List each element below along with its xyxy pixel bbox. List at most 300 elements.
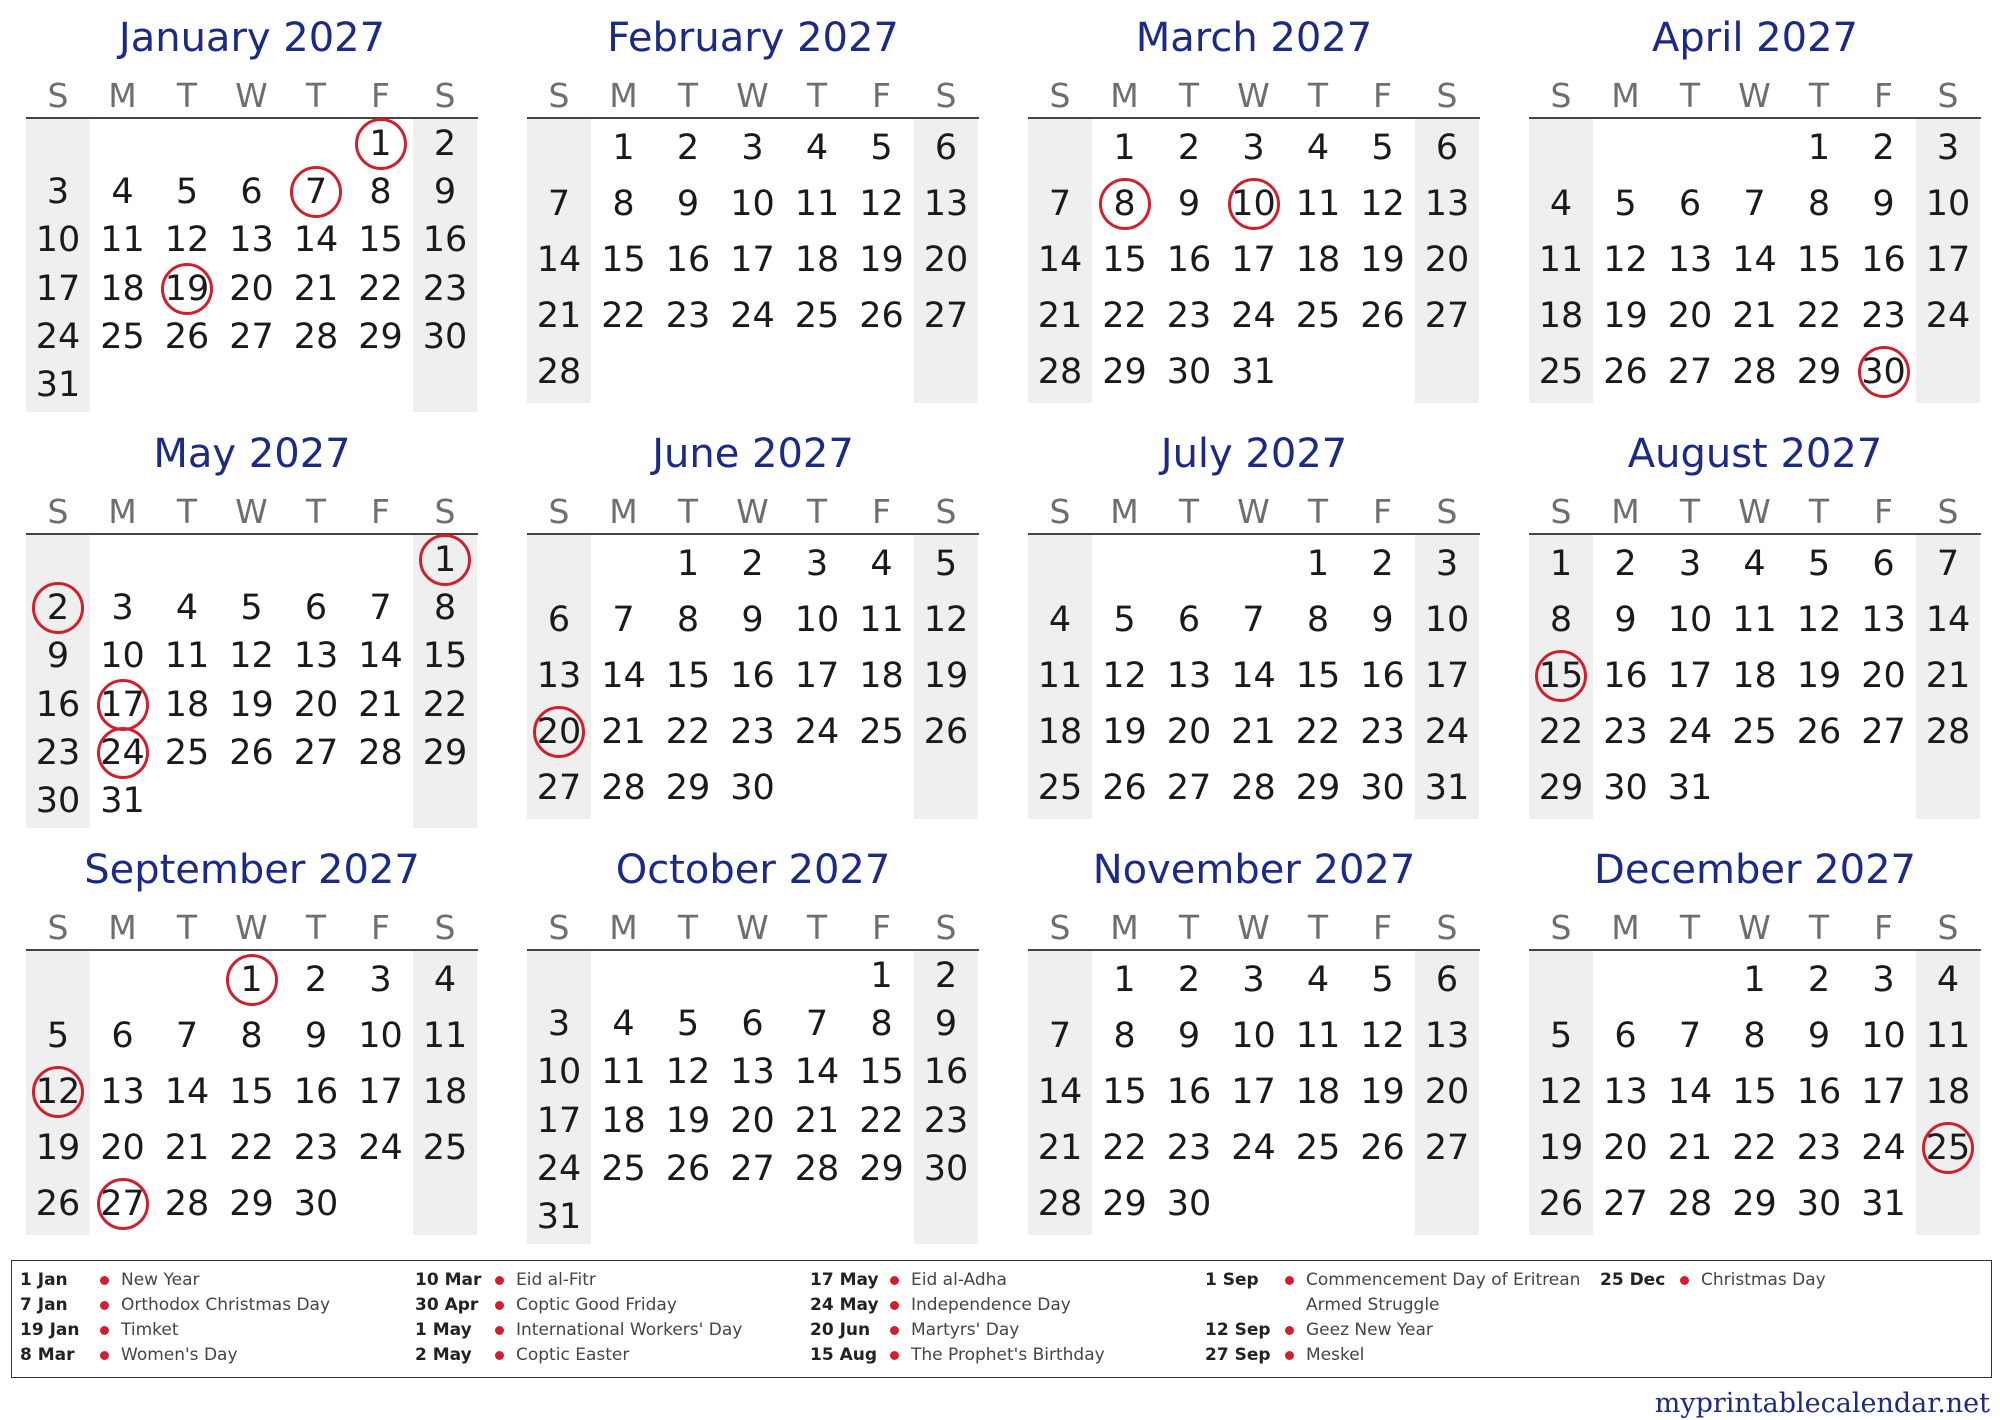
day-cell[interactable]: 19 [923,656,969,696]
day-cell[interactable]: 19 [1603,296,1648,336]
day-cell[interactable]: 15 [601,240,646,280]
day-cell[interactable]: 3 [741,128,764,168]
day-cell[interactable]: 14 [536,240,582,280]
day-cell[interactable]: 18 [422,1072,468,1112]
day-cell[interactable]: 28 [1037,352,1083,392]
day-cell[interactable]: 3 [805,544,829,584]
day-cell[interactable]: 5 [1807,544,1831,584]
day-cell[interactable]: 17 [1231,240,1276,280]
day-cell[interactable]: 25 [100,316,145,357]
day-cell[interactable]: 16 [1360,656,1405,696]
day-cell[interactable]: 24 [794,712,840,752]
day-cell[interactable]: 23 [293,1128,339,1168]
day-cell[interactable]: 31 [1667,768,1713,808]
day-cell[interactable]: 3 [1435,544,1459,584]
day-cell[interactable]: 22 [1732,1128,1777,1168]
day-cell[interactable]: 8 [1807,184,1831,224]
day-cell[interactable]: 23 [1166,296,1212,336]
day-cell[interactable]: 13 [1424,1016,1470,1056]
day-cell[interactable]: 8 [433,588,457,629]
day-cell[interactable]: 29 [665,768,711,808]
day-cell[interactable]: 1 [433,540,457,580]
day-cell[interactable]: 30 [35,780,81,821]
day-cell[interactable]: 21 [1732,296,1777,336]
day-cell[interactable]: 13 [1424,184,1470,224]
day-cell[interactable]: 9 [676,184,700,224]
day-cell[interactable]: 5 [46,1016,70,1056]
day-cell[interactable]: 25 [164,732,210,773]
day-cell[interactable]: 21 [164,1128,210,1168]
day-cell[interactable]: 15 [665,656,711,696]
day-cell[interactable]: 9 [1614,600,1637,640]
day-cell[interactable]: 1 [612,128,635,168]
day-cell[interactable]: 10 [794,600,840,640]
day-cell[interactable]: 14 [358,636,403,677]
day-cell[interactable]: 17 [1667,656,1713,696]
day-cell[interactable]: 24 [1667,712,1713,752]
day-cell[interactable]: 6 [304,588,328,629]
day-cell[interactable]: 11 [422,1016,468,1056]
day-cell[interactable]: 5 [870,128,893,168]
day-cell[interactable]: 13 [100,1072,145,1112]
day-cell[interactable]: 1 [1113,128,1136,168]
day-cell[interactable]: 14 [164,1072,210,1112]
day-cell[interactable]: 9 [934,1004,958,1045]
day-cell[interactable]: 13 [229,220,274,261]
day-cell[interactable]: 23 [35,732,81,773]
day-cell[interactable]: 4 [1936,960,1960,1000]
day-cell[interactable]: 30 [923,1148,969,1189]
day-cell[interactable]: 21 [601,712,646,752]
day-cell[interactable]: 10 [1667,600,1713,640]
day-cell[interactable]: 28 [1925,712,1971,752]
day-cell[interactable]: 16 [730,656,775,696]
day-cell[interactable]: 16 [422,220,468,261]
day-cell[interactable]: 20 [293,684,339,725]
day-cell[interactable]: 28 [1037,1184,1083,1224]
day-cell[interactable]: 17 [536,1100,582,1141]
day-cell[interactable]: 27 [1424,1128,1470,1168]
day-cell[interactable]: 7 [805,1004,829,1045]
day-cell[interactable]: 6 [934,128,958,168]
day-cell[interactable]: 24 [1231,296,1276,336]
day-cell[interactable]: 19 [1538,1128,1584,1168]
day-cell[interactable]: 12 [1538,1072,1584,1112]
day-cell[interactable]: 3 [46,172,70,213]
day-cell[interactable]: 8 [369,172,392,213]
day-cell[interactable]: 19 [229,684,274,725]
day-cell[interactable]: 3 [111,588,134,629]
day-cell[interactable]: 7 [612,600,635,640]
day-cell[interactable]: 7 [175,1016,199,1056]
day-cell[interactable]: 17 [730,240,775,280]
day-cell[interactable]: 28 [794,1148,840,1189]
day-cell[interactable]: 6 [1177,600,1201,640]
day-cell[interactable]: 14 [601,656,646,696]
day-cell[interactable]: 26 [1360,1128,1405,1168]
day-cell[interactable]: 26 [1538,1184,1584,1224]
day-cell[interactable]: 22 [1538,712,1584,752]
day-cell[interactable]: 6 [547,600,571,640]
day-cell[interactable]: 4 [1743,544,1766,584]
day-cell[interactable]: 18 [1732,656,1777,696]
day-cell[interactable]: 30 [730,768,775,808]
day-cell[interactable]: 22 [1102,296,1147,336]
day-cell[interactable]: 7 [1048,1016,1072,1056]
day-cell[interactable]: 5 [1113,600,1136,640]
day-cell[interactable]: 18 [1037,712,1083,752]
day-cell[interactable]: 12 [923,600,969,640]
day-cell[interactable]: 17 [1861,1072,1906,1112]
day-cell[interactable]: 18 [164,684,210,725]
day-cell[interactable]: 19 [1102,712,1147,752]
day-cell[interactable]: 27 [1861,712,1906,752]
day-cell[interactable]: 6 [240,172,263,213]
day-cell[interactable]: 5 [676,1004,700,1045]
day-cell[interactable]: 18 [100,268,145,309]
day-cell[interactable]: 17 [1925,240,1971,280]
day-cell[interactable]: 9 [1872,184,1895,224]
day-cell[interactable]: 16 [1166,1072,1212,1112]
day-cell[interactable]: 20 [730,1100,775,1141]
day-cell[interactable]: 30 [1861,352,1906,392]
day-cell[interactable]: 17 [1424,656,1470,696]
day-cell[interactable]: 28 [358,732,403,773]
day-cell[interactable]: 20 [100,1128,145,1168]
day-cell[interactable]: 9 [433,172,457,213]
day-cell[interactable]: 7 [1743,184,1766,224]
day-cell[interactable]: 12 [1360,184,1405,224]
day-cell[interactable]: 5 [1371,960,1394,1000]
day-cell[interactable]: 3 [369,960,392,1000]
day-cell[interactable]: 20 [1667,296,1713,336]
day-cell[interactable]: 18 [1925,1072,1971,1112]
day-cell[interactable]: 6 [1435,128,1459,168]
day-cell[interactable]: 26 [859,296,904,336]
day-cell[interactable]: 8 [676,600,700,640]
day-cell[interactable]: 20 [1424,1072,1470,1112]
day-cell[interactable]: 25 [1925,1128,1971,1168]
day-cell[interactable]: 9 [741,600,764,640]
day-cell[interactable]: 2 [1872,128,1895,168]
day-cell[interactable]: 2 [1177,960,1201,1000]
day-cell[interactable]: 27 [229,316,274,357]
day-cell[interactable]: 10 [35,220,81,261]
day-cell[interactable]: 2 [676,128,700,168]
day-cell[interactable]: 15 [1102,240,1147,280]
day-cell[interactable]: 12 [1796,600,1842,640]
day-cell[interactable]: 24 [100,732,145,773]
day-cell[interactable]: 15 [859,1052,904,1093]
day-cell[interactable]: 4 [1048,600,1072,640]
day-cell[interactable]: 30 [1166,352,1212,392]
day-cell[interactable]: 25 [1295,296,1341,336]
day-cell[interactable]: 1 [870,956,893,996]
day-cell[interactable]: 31 [35,364,81,405]
day-cell[interactable]: 4 [805,128,829,168]
day-cell[interactable]: 20 [1166,712,1212,752]
day-cell[interactable]: 6 [1435,960,1459,1000]
day-cell[interactable]: 16 [1861,240,1906,280]
day-cell[interactable]: 10 [1925,184,1971,224]
day-cell[interactable]: 12 [229,636,274,677]
day-cell[interactable]: 8 [1743,1016,1766,1056]
day-cell[interactable]: 1 [1113,960,1136,1000]
day-cell[interactable]: 10 [536,1052,582,1093]
day-cell[interactable]: 7 [1936,544,1960,584]
day-cell[interactable]: 12 [1603,240,1648,280]
day-cell[interactable]: 8 [612,184,635,224]
day-cell[interactable]: 26 [164,316,210,357]
day-cell[interactable]: 8 [1306,600,1330,640]
day-cell[interactable]: 2 [1614,544,1637,584]
day-cell[interactable]: 22 [601,296,646,336]
day-cell[interactable]: 31 [1424,768,1470,808]
day-cell[interactable]: 3 [1242,960,1265,1000]
day-cell[interactable]: 29 [859,1148,904,1189]
day-cell[interactable]: 4 [1549,184,1573,224]
day-cell[interactable]: 24 [358,1128,403,1168]
day-cell[interactable]: 8 [1113,184,1136,224]
day-cell[interactable]: 21 [358,684,403,725]
day-cell[interactable]: 3 [1242,128,1265,168]
day-cell[interactable]: 23 [1861,296,1906,336]
day-cell[interactable]: 20 [1424,240,1470,280]
day-cell[interactable]: 25 [1538,352,1584,392]
day-cell[interactable]: 10 [1424,600,1470,640]
day-cell[interactable]: 25 [1037,768,1083,808]
day-cell[interactable]: 5 [934,544,958,584]
day-cell[interactable]: 31 [100,780,145,821]
day-cell[interactable]: 18 [601,1100,646,1141]
day-cell[interactable]: 23 [1796,1128,1842,1168]
day-cell[interactable]: 28 [1667,1184,1713,1224]
day-cell[interactable]: 11 [859,600,904,640]
day-cell[interactable]: 26 [923,712,969,752]
day-cell[interactable]: 13 [923,184,969,224]
day-cell[interactable]: 27 [1424,296,1470,336]
day-cell[interactable]: 1 [676,544,700,584]
day-cell[interactable]: 13 [293,636,339,677]
day-cell[interactable]: 10 [100,636,145,677]
day-cell[interactable]: 28 [601,768,646,808]
day-cell[interactable]: 19 [1796,656,1842,696]
day-cell[interactable]: 21 [1231,712,1276,752]
day-cell[interactable]: 14 [293,220,339,261]
day-cell[interactable]: 11 [1037,656,1083,696]
day-cell[interactable]: 29 [358,316,403,357]
day-cell[interactable]: 14 [1925,600,1971,640]
day-cell[interactable]: 22 [665,712,711,752]
day-cell[interactable]: 24 [1861,1128,1906,1168]
day-cell[interactable]: 11 [794,184,840,224]
day-cell[interactable]: 26 [1360,296,1405,336]
day-cell[interactable]: 13 [536,656,582,696]
day-cell[interactable]: 23 [1166,1128,1212,1168]
day-cell[interactable]: 15 [229,1072,274,1112]
day-cell[interactable]: 25 [794,296,840,336]
day-cell[interactable]: 22 [859,1100,904,1141]
day-cell[interactable]: 2 [741,544,764,584]
day-cell[interactable]: 24 [1925,296,1971,336]
day-cell[interactable]: 10 [1231,184,1276,224]
day-cell[interactable]: 11 [1295,1016,1341,1056]
day-cell[interactable]: 3 [1678,544,1702,584]
day-cell[interactable]: 10 [1861,1016,1906,1056]
day-cell[interactable]: 12 [859,184,904,224]
day-cell[interactable]: 28 [164,1184,210,1224]
day-cell[interactable]: 2 [1807,960,1831,1000]
day-cell[interactable]: 2 [1177,128,1201,168]
day-cell[interactable]: 29 [1732,1184,1777,1224]
day-cell[interactable]: 28 [1231,768,1276,808]
day-cell[interactable]: 7 [369,588,392,629]
day-cell[interactable]: 27 [730,1148,775,1189]
day-cell[interactable]: 20 [1603,1128,1648,1168]
day-cell[interactable]: 4 [175,588,199,629]
day-cell[interactable]: 16 [293,1072,339,1112]
day-cell[interactable]: 8 [240,1016,263,1056]
day-cell[interactable]: 23 [422,268,468,309]
day-cell[interactable]: 29 [1538,768,1584,808]
day-cell[interactable]: 23 [1360,712,1405,752]
day-cell[interactable]: 20 [229,268,274,309]
day-cell[interactable]: 7 [547,184,571,224]
day-cell[interactable]: 14 [1037,240,1083,280]
day-cell[interactable]: 14 [1732,240,1777,280]
day-cell[interactable]: 2 [304,960,328,1000]
day-cell[interactable]: 9 [304,1016,328,1056]
day-cell[interactable]: 15 [1538,656,1584,696]
day-cell[interactable]: 6 [111,1016,134,1056]
day-cell[interactable]: 17 [35,268,81,309]
day-cell[interactable]: 6 [741,1004,764,1045]
day-cell[interactable]: 27 [536,768,582,808]
day-cell[interactable]: 5 [1614,184,1637,224]
day-cell[interactable]: 18 [1295,240,1341,280]
day-cell[interactable]: 26 [1796,712,1842,752]
day-cell[interactable]: 30 [1166,1184,1212,1224]
day-cell[interactable]: 19 [665,1100,711,1141]
day-cell[interactable]: 13 [1603,1072,1648,1112]
day-cell[interactable]: 25 [601,1148,646,1189]
day-cell[interactable]: 27 [100,1184,145,1224]
day-cell[interactable]: 1 [369,124,392,164]
day-cell[interactable]: 23 [1603,712,1648,752]
day-cell[interactable]: 1 [1306,544,1330,584]
day-cell[interactable]: 24 [536,1148,582,1189]
day-cell[interactable]: 4 [612,1004,635,1045]
day-cell[interactable]: 24 [1424,712,1470,752]
day-cell[interactable]: 3 [1872,960,1895,1000]
day-cell[interactable]: 15 [1796,240,1842,280]
day-cell[interactable]: 18 [1538,296,1584,336]
day-cell[interactable]: 30 [1360,768,1405,808]
day-cell[interactable]: 27 [923,296,969,336]
day-cell[interactable]: 28 [1732,352,1777,392]
day-cell[interactable]: 11 [164,636,210,677]
day-cell[interactable]: 12 [35,1072,81,1112]
day-cell[interactable]: 18 [1295,1072,1341,1112]
day-cell[interactable]: 21 [794,1100,840,1141]
day-cell[interactable]: 25 [859,712,904,752]
day-cell[interactable]: 14 [1667,1072,1713,1112]
day-cell[interactable]: 3 [1936,128,1960,168]
day-cell[interactable]: 11 [100,220,145,261]
day-cell[interactable]: 14 [794,1052,840,1093]
day-cell[interactable]: 29 [1102,352,1147,392]
day-cell[interactable]: 29 [1796,352,1842,392]
day-cell[interactable]: 23 [665,296,711,336]
day-cell[interactable]: 11 [1925,1016,1971,1056]
day-cell[interactable]: 7 [1242,600,1265,640]
day-cell[interactable]: 1 [1549,544,1573,584]
day-cell[interactable]: 4 [870,544,893,584]
day-cell[interactable]: 15 [1295,656,1341,696]
day-cell[interactable]: 7 [1048,184,1072,224]
day-cell[interactable]: 9 [1177,184,1201,224]
day-cell[interactable]: 2 [1371,544,1394,584]
day-cell[interactable]: 19 [35,1128,81,1168]
day-cell[interactable]: 20 [536,712,582,752]
day-cell[interactable]: 22 [229,1128,274,1168]
day-cell[interactable]: 28 [536,352,582,392]
day-cell[interactable]: 21 [293,268,339,309]
day-cell[interactable]: 16 [665,240,711,280]
day-cell[interactable]: 15 [358,220,403,261]
day-cell[interactable]: 29 [422,732,468,773]
day-cell[interactable]: 27 [1166,768,1212,808]
day-cell[interactable]: 8 [1113,1016,1136,1056]
day-cell[interactable]: 30 [293,1184,339,1224]
day-cell[interactable]: 7 [304,172,328,213]
day-cell[interactable]: 10 [1231,1016,1276,1056]
day-cell[interactable]: 19 [164,268,210,309]
day-cell[interactable]: 20 [1861,656,1906,696]
day-cell[interactable]: 26 [665,1148,711,1189]
day-cell[interactable]: 26 [1102,768,1147,808]
day-cell[interactable]: 15 [1102,1072,1147,1112]
day-cell[interactable]: 31 [536,1196,582,1237]
day-cell[interactable]: 3 [547,1004,571,1045]
day-cell[interactable]: 4 [1306,960,1330,1000]
day-cell[interactable]: 28 [293,316,339,357]
day-cell[interactable]: 4 [111,172,134,213]
day-cell[interactable]: 11 [601,1052,646,1093]
day-cell[interactable]: 20 [923,240,969,280]
day-cell[interactable]: 5 [1371,128,1394,168]
day-cell[interactable]: 25 [422,1128,468,1168]
day-cell[interactable]: 11 [1295,184,1341,224]
day-cell[interactable]: 5 [175,172,199,213]
day-cell[interactable]: 14 [1037,1072,1083,1112]
day-cell[interactable]: 13 [730,1052,775,1093]
day-cell[interactable]: 10 [730,184,775,224]
day-cell[interactable]: 19 [1360,240,1405,280]
day-cell[interactable]: 9 [1371,600,1394,640]
day-cell[interactable]: 8 [1549,600,1573,640]
day-cell[interactable]: 1 [1743,960,1766,1000]
day-cell[interactable]: 9 [46,636,70,677]
day-cell[interactable]: 31 [1231,352,1276,392]
day-cell[interactable]: 7 [1678,1016,1702,1056]
day-cell[interactable]: 22 [358,268,403,309]
day-cell[interactable]: 18 [859,656,904,696]
day-cell[interactable]: 21 [1037,296,1083,336]
day-cell[interactable]: 5 [240,588,263,629]
day-cell[interactable]: 31 [1861,1184,1906,1224]
day-cell[interactable]: 9 [1177,1016,1201,1056]
